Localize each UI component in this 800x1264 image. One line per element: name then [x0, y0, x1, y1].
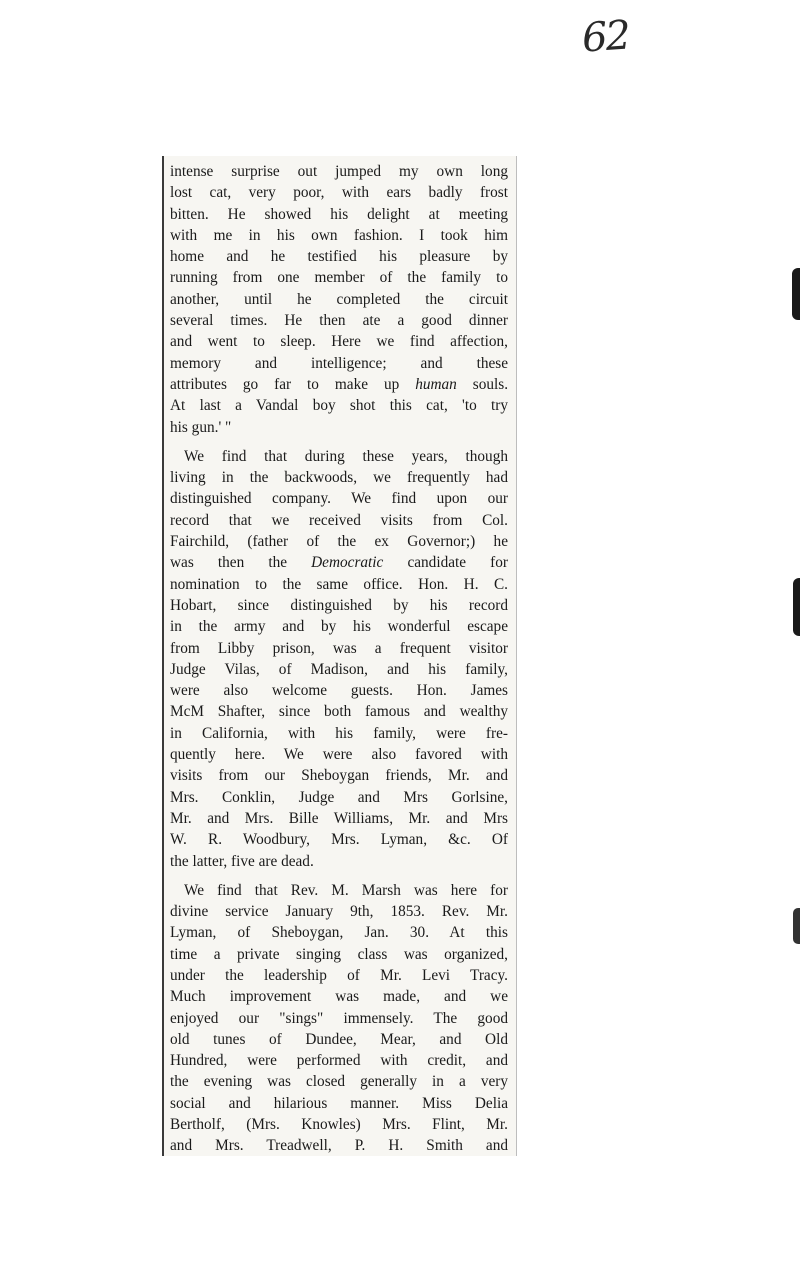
text-line: We find that Rev. M. Marsh was here for	[184, 881, 508, 899]
text-line: lost cat, very poor, with ears badly frost	[170, 184, 508, 202]
text-line: quently here. We were also favored with	[170, 746, 508, 764]
text-line: divine service January 9th, 1853. Rev. Mr.	[170, 903, 508, 921]
text-line: social and hilarious manner. Miss Delia	[170, 1094, 508, 1112]
article-paragraph	[170, 880, 508, 1157]
text-line: distinguished company. We find upon our	[170, 490, 508, 508]
text-line: intense surprise out jumped my own long	[170, 163, 508, 180]
text-line: We find that during these years, though	[184, 447, 508, 465]
text-line: in California, with his family, were fre-	[170, 724, 508, 742]
text-line: Mrs. Conklin, Judge and Mrs Gorlsine,	[170, 788, 508, 806]
edge-mark	[793, 578, 800, 636]
text-line: enjoyed our "sings" immensely. The good	[170, 1009, 508, 1027]
text-line: was then the Democratic candidate for	[170, 554, 508, 572]
text-line: old tunes of Dundee, Mear, and Old	[170, 1030, 508, 1048]
page-number: 62	[580, 12, 631, 62]
text-line: home and he testified his pleasure by	[170, 248, 508, 266]
text-line: attributes go far to make up human souls.	[170, 375, 509, 393]
text-line: Judge Vilas, of Madison, and his family,	[170, 660, 508, 678]
text-line: W. R. Woodbury, Mrs. Lyman, &c. Of	[170, 831, 508, 849]
article-paragraph	[170, 161, 508, 438]
text-line: and went to sleep. Here we find affection,	[170, 333, 508, 351]
text-line: At last a Vandal boy shot this cat, 'to try	[170, 397, 508, 415]
text-line: Bertholf, (Mrs. Knowles) Mrs. Flint, Mr.	[170, 1116, 508, 1134]
text-line: time a private singing class was organized,	[170, 945, 508, 963]
text-line: Lyman, of Sheboygan, Jan. 30. At this	[170, 924, 508, 942]
text-line: Much improvement was made, and we	[170, 988, 508, 1006]
text-line: another, until he completed the circuit	[170, 290, 508, 308]
text-line: running from one member of the family to	[170, 269, 508, 287]
text-line: several times. He then ate a good dinner	[170, 312, 508, 330]
text-line: Mr. and Mrs. Bille Williams, Mr. and Mrs	[170, 809, 508, 827]
text-line: under the leadership of Mr. Levi Tracy.	[170, 966, 508, 984]
text-line: record that we received visits from Col.	[170, 511, 508, 529]
text-line: his gun.' "	[170, 418, 232, 436]
text-line: bitten. He showed his delight at meeting	[170, 205, 508, 223]
edge-mark	[792, 268, 800, 320]
text-line: nomination to the same office. Hon. H. C.	[170, 575, 508, 593]
text-line: were also welcome guests. Hon. James	[170, 682, 508, 700]
text-line: the evening was closed generally in a very	[170, 1073, 508, 1091]
text-line: from Libby prison, was a frequent visitor	[170, 639, 508, 657]
text-line: and Mrs. Treadwell, P. H. Smith and	[170, 1137, 508, 1155]
text-line: with me in his own fashion. I took him	[170, 226, 508, 244]
text-line: living in the backwoods, we frequently had	[170, 469, 508, 487]
text-line: in the army and by his wonderful escape	[170, 618, 508, 636]
text-line: memory and intelligence; and these	[170, 354, 508, 372]
text-line: visits from our Sheboygan friends, Mr. and	[170, 767, 508, 785]
article-paragraph	[170, 446, 508, 872]
text-line: McM Shafter, since both famous and wealthy	[170, 703, 508, 721]
edge-mark	[793, 908, 800, 944]
article-column	[170, 161, 508, 1157]
text-line: Hobart, since distinguished by his record	[170, 596, 508, 614]
text-line: the latter, five are dead.	[170, 852, 314, 870]
text-line: Fairchild, (father of the ex Governor;) he	[170, 533, 508, 551]
text-line: Hundred, were performed with credit, and	[170, 1052, 508, 1070]
